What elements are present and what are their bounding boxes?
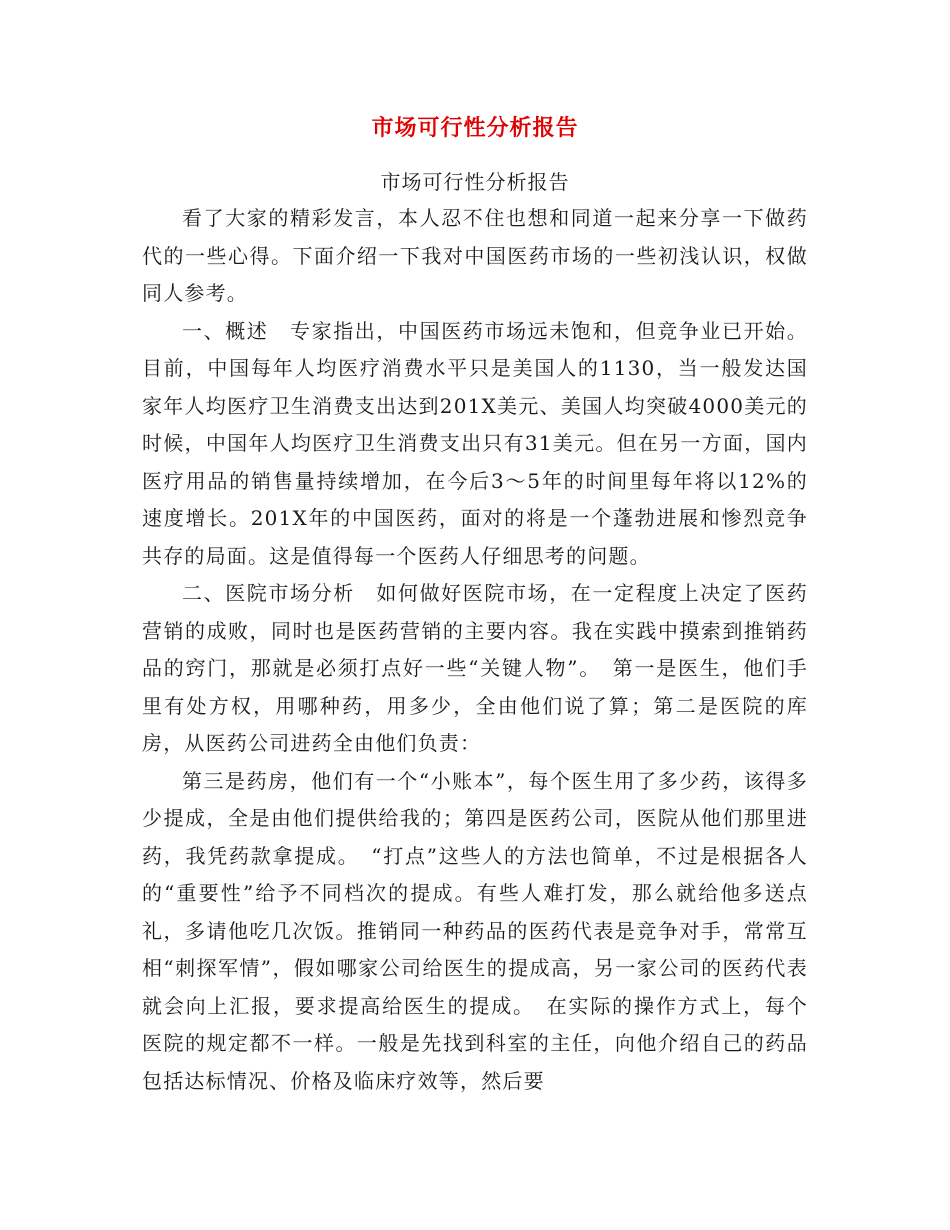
document-body (142, 200, 808, 1100)
paragraph-pharmacy: 第三是药房，他们有一个“小账本”，每个医生用了多少药，该得多少提成，全是由他们提供给我的；第四是医药公司，医院从他们那里进药，我凭药款拿提成。 “打点”这些人的方法也简单，不过是根据各人的“重要性”给予不同档次的提成。有些人难打发，那么就给他多送点礼，多请他吃几次饭。推销同一种药品的医药代表是竞争对手，常常互相“刺探军情”，假如哪家公司给医生的提成高，另一家公司的医药代表就会向上汇报，要求提高给医生的提成。 在实际的操作方式上，每个医院的规定都不一样。一般是先找到科室的主任，向他介绍自己的药品包括达标情况、价格及临床疗效等，然后要 (142, 768, 808, 1093)
document-subtitle: 市场可行性分析报告 (380, 170, 570, 194)
document-title: 市场可行性分析报告 (371, 115, 579, 141)
paragraph-overview: 一、概述 专家指出，中国医药市场远未饱和，但竞争业已开始。目前，中国每年人均医疗消费水平只是美国人的1130，当一般发达国家年人均医疗卫生消费支出达到201X美元、美国人均突破4000美元的时候，中国年人均医疗卫生消费支出只有31美元。但在另一方面，国内医疗用品的销售量持续增加，在今后3～5年的时间里每年将以12%的速度增长。201X年的中国医药，面对的将是一个蓬勃进展和惨烈竞争共存的局面。这是值得每一个医药人仔细思考的问题。 (142, 318, 808, 568)
paragraph-hospital-market: 二、医院市场分析 如何做好医院市场，在一定程度上决定了医药营销的成败，同时也是医药营销的主要内容。我在实践中摸索到推销药品的窍门，那就是必须打点好一些“关键人物”。 第一是医生，他们手里有处方权，用哪种药，用多少，全由他们说了算；第二是医院的库房，从医药公司进药全由他们负责： (142, 581, 808, 755)
paragraph-intro: 看了大家的精彩发言，本人忍不住也想和同道一起来分享一下做药代的一些心得。下面介绍一下我对中国医药市场的一些初浅认识，权做同人参考。 (142, 206, 808, 305)
